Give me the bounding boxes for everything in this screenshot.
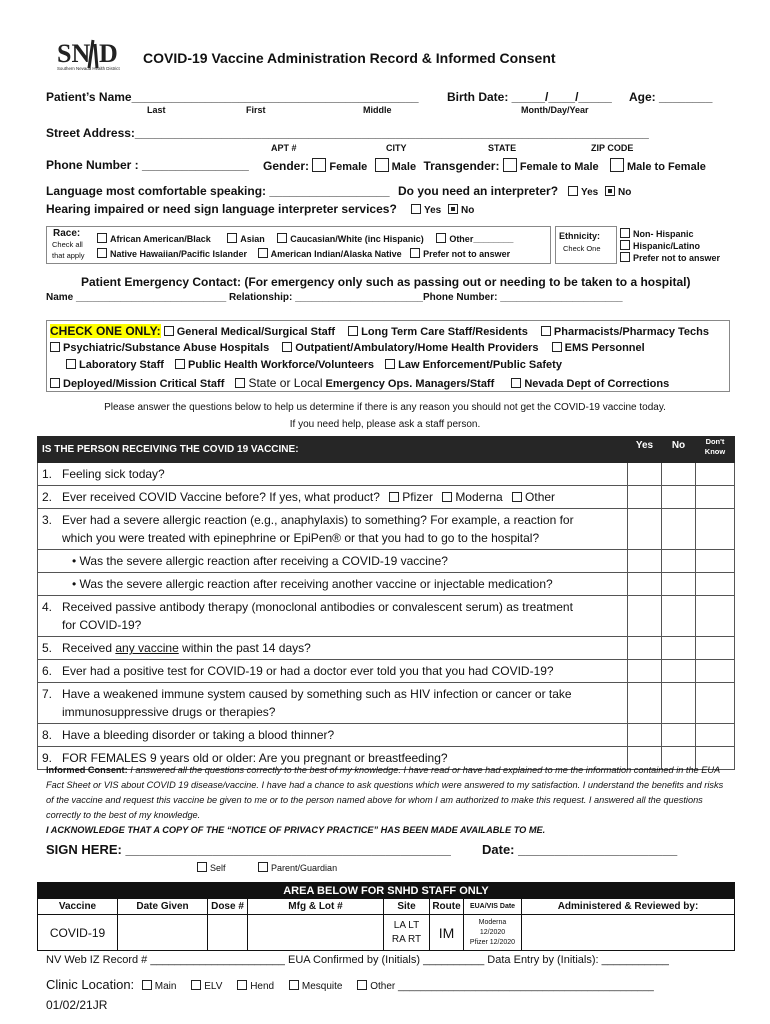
col-dose: Dose # <box>208 899 248 915</box>
sub-apt: APT # <box>271 143 297 153</box>
eth-non-hispanic-checkbox[interactable] <box>620 228 630 238</box>
q6-no-cell[interactable] <box>662 660 696 683</box>
q8-no-cell[interactable] <box>662 724 696 747</box>
race-white-checkbox[interactable] <box>277 233 287 243</box>
occ-public-health-label: Public Health Workforce/Volunteers <box>188 359 375 371</box>
snhd-logo <box>55 38 133 72</box>
occ-corrections-checkbox[interactable] <box>511 378 521 388</box>
ethnicity-sub: Check One <box>563 244 601 253</box>
site-line-1[interactable]: LA LT <box>393 919 420 931</box>
clinic-elv-label: ELV <box>204 981 223 992</box>
question-3-line-2: which you were treated with epinephrine or EpiPen® or that you had to go to the hospital? <box>62 531 540 545</box>
occ-state-local-label: State or Local <box>248 376 323 390</box>
female-to-male-label: Female to Male <box>519 161 599 173</box>
q3-dk-cell[interactable] <box>696 509 735 550</box>
birth-date-field[interactable]: Birth Date: _____/____/_____ <box>447 90 612 104</box>
sub-mdy: Month/Day/Year <box>521 105 589 115</box>
q-number: 8. <box>42 728 53 742</box>
date-given-cell[interactable] <box>118 915 208 951</box>
race-sub-1: Check all <box>52 240 83 249</box>
consent-label: Informed Consent: <box>46 765 128 775</box>
eua-pfizer: Pfizer 12/2020 <box>469 938 516 946</box>
male-to-female-checkbox[interactable] <box>610 158 624 172</box>
q3-bullet-1-text: Was the severe allergic reaction after receiving a COVID-19 vaccine? <box>79 554 448 568</box>
occ-general-medical-label: General Medical/Surgical Staff <box>176 326 336 338</box>
sign-date-field[interactable]: Date: ______________________ <box>482 842 678 857</box>
sub-state: STATE <box>488 143 517 153</box>
occ-emergency-ops-label: Emergency Ops. Managers/Staff <box>322 378 495 390</box>
street-address-field[interactable]: Street Address:_____________________________________________________________________________ <box>46 126 649 140</box>
q3-no-cell[interactable] <box>662 509 696 550</box>
hearing-no-checkbox[interactable] <box>448 204 458 214</box>
clinic-other-checkbox[interactable] <box>357 980 367 990</box>
eua-moderna-date: 12/2020 <box>479 928 506 936</box>
col-vaccine: Vaccine <box>38 899 118 915</box>
occ-deployed-checkbox[interactable] <box>50 378 60 388</box>
female-checkbox[interactable] <box>312 158 326 172</box>
col-site: Site <box>384 899 430 915</box>
q5-yes-cell[interactable] <box>628 637 662 660</box>
emergency-heading: Patient Emergency Contact: (For emergency only such as passing out or needing to be taken to a hospital) <box>81 275 691 289</box>
col-dont-know: Don't Know <box>696 437 735 463</box>
occ-corrections-label: Nevada Dept of Corrections <box>524 378 670 390</box>
q-number: 3. <box>42 513 53 527</box>
transgender-label: Transgender: <box>423 159 500 173</box>
race-nhpi-checkbox[interactable] <box>97 248 107 258</box>
occ-deployed-label: Deployed/Mission Critical Staff <box>63 378 225 390</box>
male-label: Male <box>391 161 417 173</box>
dose-cell[interactable] <box>208 915 248 951</box>
q1-no-cell[interactable] <box>662 463 696 486</box>
occ-psychiatric-label: Psychiatric/Substance Abuse Hospitals <box>63 342 270 354</box>
occ-law-enforcement-label: Law Enforcement/Public Safety <box>398 359 562 371</box>
phone-field[interactable]: Phone Number : ________________ <box>46 158 249 172</box>
instructions-line-2: If you need help, please ask a staff person. <box>289 419 481 430</box>
table-row <box>38 463 735 486</box>
question-5-post: within the past 14 days? <box>178 641 311 655</box>
hearing-question: Hearing impaired or need sign language interpreter services? <box>46 202 397 216</box>
race-sub-2: that apply <box>52 251 85 260</box>
occ-ems-label: EMS Personnel <box>564 342 645 354</box>
interpreter-no-label: No <box>618 187 632 198</box>
q2-moderna-label: Moderna <box>455 490 503 504</box>
q5-dk-cell[interactable] <box>696 637 735 660</box>
question-6: Ever had a positive test for COVID-19 or had a doctor ever told you that you had COVID-19? <box>62 664 554 678</box>
interpreter-yes-checkbox[interactable] <box>568 186 578 196</box>
occ-long-term-care-label: Long Term Care Staff/Residents <box>361 326 528 338</box>
occ-emergency-ops-checkbox[interactable] <box>235 378 245 388</box>
question-3-line-1: Ever had a severe allergic reaction (e.g., anaphylaxis) to something? For example, a reaction for <box>62 513 574 527</box>
sub-first: First <box>246 105 266 115</box>
occ-psychiatric-checkbox[interactable] <box>50 342 60 352</box>
informed-consent <box>46 763 726 838</box>
q8-yes-cell[interactable] <box>628 724 662 747</box>
q8-dk-cell[interactable] <box>696 724 735 747</box>
race-black-label: African American/Black <box>110 234 211 244</box>
q4-yes-cell[interactable] <box>628 596 662 637</box>
q-number: 5. <box>42 641 53 655</box>
race-other-label: Other________ <box>449 234 514 244</box>
mfg-lot-cell[interactable] <box>248 915 384 951</box>
q1-dk-cell[interactable] <box>696 463 735 486</box>
self-label: Self <box>210 863 226 873</box>
q-number: 7. <box>42 687 53 701</box>
q7-no-cell[interactable] <box>662 683 696 724</box>
q3-yes-cell[interactable] <box>628 509 662 550</box>
clinic-elv-checkbox[interactable] <box>191 980 201 990</box>
col-administered: Administered & Reviewed by: <box>522 899 735 915</box>
occ-laboratory-label: Laboratory Staff <box>79 359 164 371</box>
q3b1-yes-cell[interactable] <box>628 550 662 573</box>
race-asian-checkbox[interactable] <box>227 233 237 243</box>
question-3-bullet-2: • Was the severe allergic reaction after receiving another vaccine or injectable medication? <box>72 577 553 591</box>
clinic-mesquite-checkbox[interactable] <box>289 980 299 990</box>
q2-moderna-checkbox[interactable] <box>442 492 452 502</box>
question-5-underlined: any vaccine <box>115 641 179 655</box>
q3b1-no-cell[interactable] <box>662 550 696 573</box>
parent-guardian-checkbox[interactable] <box>258 862 268 872</box>
consent-ack: I ACKNOWLEDGE THAT A COPY OF THE “NOTICE OF PRIVACY PRACTICE” HAS BEEN MADE AVAILABLE TO ME. <box>46 825 546 835</box>
q6-dk-cell[interactable] <box>696 660 735 683</box>
table-row <box>38 573 735 596</box>
clinic-hend-label: Hend <box>250 981 275 992</box>
hearing-yes-checkbox[interactable] <box>411 204 421 214</box>
female-to-male-checkbox[interactable] <box>503 158 517 172</box>
q3b2-no-cell[interactable] <box>662 573 696 596</box>
table-row <box>38 509 735 550</box>
race-prefer-checkbox[interactable] <box>410 248 420 258</box>
question-9: FOR FEMALES 9 years old or older: Are you pregnant or breastfeeding? <box>62 751 448 765</box>
q2-other-label: Other <box>525 490 556 504</box>
hearing-no-label: No <box>461 205 475 216</box>
col-yes: Yes <box>628 437 662 463</box>
gender-label: Gender: <box>263 159 310 173</box>
staff-only-title: AREA BELOW FOR SNHD STAFF ONLY <box>38 883 735 899</box>
clinic-hend-checkbox[interactable] <box>237 980 247 990</box>
race-other-checkbox[interactable] <box>436 233 446 243</box>
question-1: Feeling sick today? <box>62 467 165 481</box>
occ-pharmacists-label: Pharmacists/Pharmacy Techs <box>553 326 709 338</box>
question-8: Have a bleeding disorder or taking a blood thinner? <box>62 728 335 742</box>
occ-laboratory-checkbox[interactable] <box>66 359 76 369</box>
clinic-main-label: Main <box>154 981 177 992</box>
staff-only-table <box>37 882 735 951</box>
administered-by-cell[interactable] <box>522 915 735 951</box>
question-2: Ever received COVID Vaccine before? If yes, what product? <box>62 490 380 504</box>
instructions-line-1: Please answer the questions below to help us determine if there is any reason you should not get the COVID-19 vaccine today. <box>104 402 666 413</box>
col-route: Route <box>430 899 464 915</box>
form-code: 01/02/21JR <box>46 998 108 1012</box>
table-row <box>38 683 735 724</box>
race-aian-checkbox[interactable] <box>258 248 268 258</box>
hearing-yes-label: Yes <box>424 205 442 216</box>
language-field[interactable]: Language most comfortable speaking: __________________ <box>46 184 390 198</box>
occ-long-term-care-checkbox[interactable] <box>348 326 358 336</box>
female-label: Female <box>329 161 368 173</box>
race-prefer-label: Prefer not to answer <box>423 249 511 259</box>
eth-hispanic-checkbox[interactable] <box>620 240 630 250</box>
q6-yes-cell[interactable] <box>628 660 662 683</box>
q7-yes-cell[interactable] <box>628 683 662 724</box>
svg-text:Southern Nevada Health Distric: Southern Nevada Health District <box>57 66 120 71</box>
occ-general-medical-checkbox[interactable] <box>164 326 174 336</box>
age-field[interactable]: Age: ________ <box>629 90 713 104</box>
clinic-main-checkbox[interactable] <box>142 980 152 990</box>
question-5-pre: Received <box>62 641 116 655</box>
clinic-location-label: Clinic Location: <box>46 977 135 992</box>
race-white-label: Caucasian/White (inc Hispanic) <box>290 234 424 244</box>
male-checkbox[interactable] <box>375 158 389 172</box>
race-label: Race: <box>53 228 81 239</box>
q-number: 1. <box>42 467 53 481</box>
patient-name-field[interactable]: Patient’s Name___________________________________________ <box>46 90 419 104</box>
race-black-checkbox[interactable] <box>97 233 107 243</box>
q2-dk-cell[interactable] <box>696 486 735 509</box>
table-row <box>38 596 735 637</box>
occ-outpatient-checkbox[interactable] <box>282 342 292 352</box>
route-cell: IM <box>430 915 464 951</box>
parent-guardian-label: Parent/Guardian <box>271 863 338 873</box>
eua-moderna: Moderna <box>478 918 507 926</box>
table-row <box>38 550 735 573</box>
question-3-bullet-1: • Was the severe allergic reaction after receiving a COVID-19 vaccine? <box>72 554 448 568</box>
male-to-female-label: Male to Female <box>627 161 706 173</box>
sub-last: Last <box>147 105 166 115</box>
race-aian-label: American Indian/Alaska Native <box>270 249 402 259</box>
q5-no-cell[interactable] <box>662 637 696 660</box>
sub-middle: Middle <box>363 105 392 115</box>
q7-dk-cell[interactable] <box>696 683 735 724</box>
question-4-line-1: Received passive antibody therapy (monoclonal antibodies or convalescent serum) as treatment <box>62 600 573 614</box>
col-eua-vis: EUA/VIS Date <box>464 899 522 915</box>
q-number: 4. <box>42 600 53 614</box>
col-mfg-lot: Mfg & Lot # <box>248 899 384 915</box>
record-line[interactable]: NV Web IZ Record # ______________________ EUA Confirmed by (Initials) __________ Data Entry by (Initials): ___________ <box>46 954 669 966</box>
consent-text: I answered all the questions correctly to the best of my knowledge. I have read or have had explained to me the information contained in the EUA Fact Sheet or VIS about COVID 19 disease/vaccine. I have had a chance to ask questions which were answered to my satisfaction. I understand the benefits and risks of the vaccine and request this vaccine be given to me or to the person named above for whom I am authorized to make this request. I answered all the questions correctly to the best of my knowledge. <box>46 765 724 820</box>
q4-dk-cell[interactable] <box>696 596 735 637</box>
race-nhpi-label: Native Hawaiian/Pacific Islander <box>110 249 248 259</box>
q-number: 2. <box>42 490 53 504</box>
svg-text:SN: SN <box>57 39 91 68</box>
clinic-other-label[interactable]: Other ______________________________________________ <box>370 981 654 992</box>
question-7-line-1: Have a weakened immune system caused by something such as HIV infection or cancer or take <box>62 687 572 701</box>
eth-non-hispanic-label: Non- Hispanic <box>633 229 694 239</box>
q3b1-dk-cell[interactable] <box>696 550 735 573</box>
q2-no-cell[interactable] <box>662 486 696 509</box>
col-date-given: Date Given <box>118 899 208 915</box>
eth-prefer-checkbox[interactable] <box>620 252 630 262</box>
q4-no-cell[interactable] <box>662 596 696 637</box>
site-line-2[interactable]: RA RT <box>391 933 422 945</box>
questions-header: IS THE PERSON RECEIVING THE COVID 19 VACCINE: <box>38 437 628 463</box>
col-no: No <box>662 437 696 463</box>
interpreter-no-checkbox[interactable] <box>605 186 615 196</box>
q2-pfizer-label: Pfizer <box>402 490 433 504</box>
q2-pfizer-checkbox[interactable] <box>389 492 399 502</box>
occ-ems-checkbox[interactable] <box>552 342 562 352</box>
race-asian-label: Asian <box>240 234 265 244</box>
sub-city: CITY <box>386 143 407 153</box>
table-row <box>38 660 735 683</box>
q2-yes-cell[interactable] <box>628 486 662 509</box>
q3b2-yes-cell[interactable] <box>628 573 662 596</box>
q1-yes-cell[interactable] <box>628 463 662 486</box>
q2-other-checkbox[interactable] <box>512 492 522 502</box>
table-row <box>38 724 735 747</box>
occ-outpatient-label: Outpatient/Ambulatory/Home Health Providers <box>295 342 539 354</box>
eth-hispanic-label: Hispanic/Latino <box>633 241 701 251</box>
clinic-mesquite-label: Mesquite <box>301 981 343 992</box>
emergency-line[interactable]: Name ___________________________ Relationship: _______________________Phone Number: ______________________ <box>46 292 623 303</box>
check-one-label: CHECK ONE ONLY: <box>50 324 161 338</box>
occ-public-health-checkbox[interactable] <box>175 359 185 369</box>
form-title: COVID-19 Vaccine Administration Record & Informed Consent <box>143 50 556 66</box>
svg-text:D: D <box>99 39 118 68</box>
sub-zip: ZIP CODE <box>591 143 634 153</box>
q-number: 6. <box>42 664 53 678</box>
table-row <box>38 637 735 660</box>
eth-prefer-label: Prefer not to answer <box>633 253 721 263</box>
occ-pharmacists-checkbox[interactable] <box>541 326 551 336</box>
self-checkbox[interactable] <box>197 862 207 872</box>
occ-law-enforcement-checkbox[interactable] <box>385 359 395 369</box>
question-4-line-2: for COVID-19? <box>62 618 142 632</box>
q-number: 9. <box>42 751 53 765</box>
screening-questions-table <box>37 436 735 770</box>
vaccine-cell: COVID-19 <box>38 915 118 951</box>
table-row <box>38 486 735 509</box>
signature-field[interactable]: SIGN HERE: _____________________________________________ <box>46 842 451 857</box>
interpreter-question: Do you need an interpreter? <box>398 184 559 198</box>
q3b2-dk-cell[interactable] <box>696 573 735 596</box>
question-7-line-2: immunosuppressive drugs or therapies? <box>62 705 276 719</box>
q3-bullet-2-text: Was the severe allergic reaction after receiving another vaccine or injectable medication? <box>79 577 553 591</box>
ethnicity-label: Ethnicity: <box>559 231 601 241</box>
interpreter-yes-label: Yes <box>581 187 599 198</box>
